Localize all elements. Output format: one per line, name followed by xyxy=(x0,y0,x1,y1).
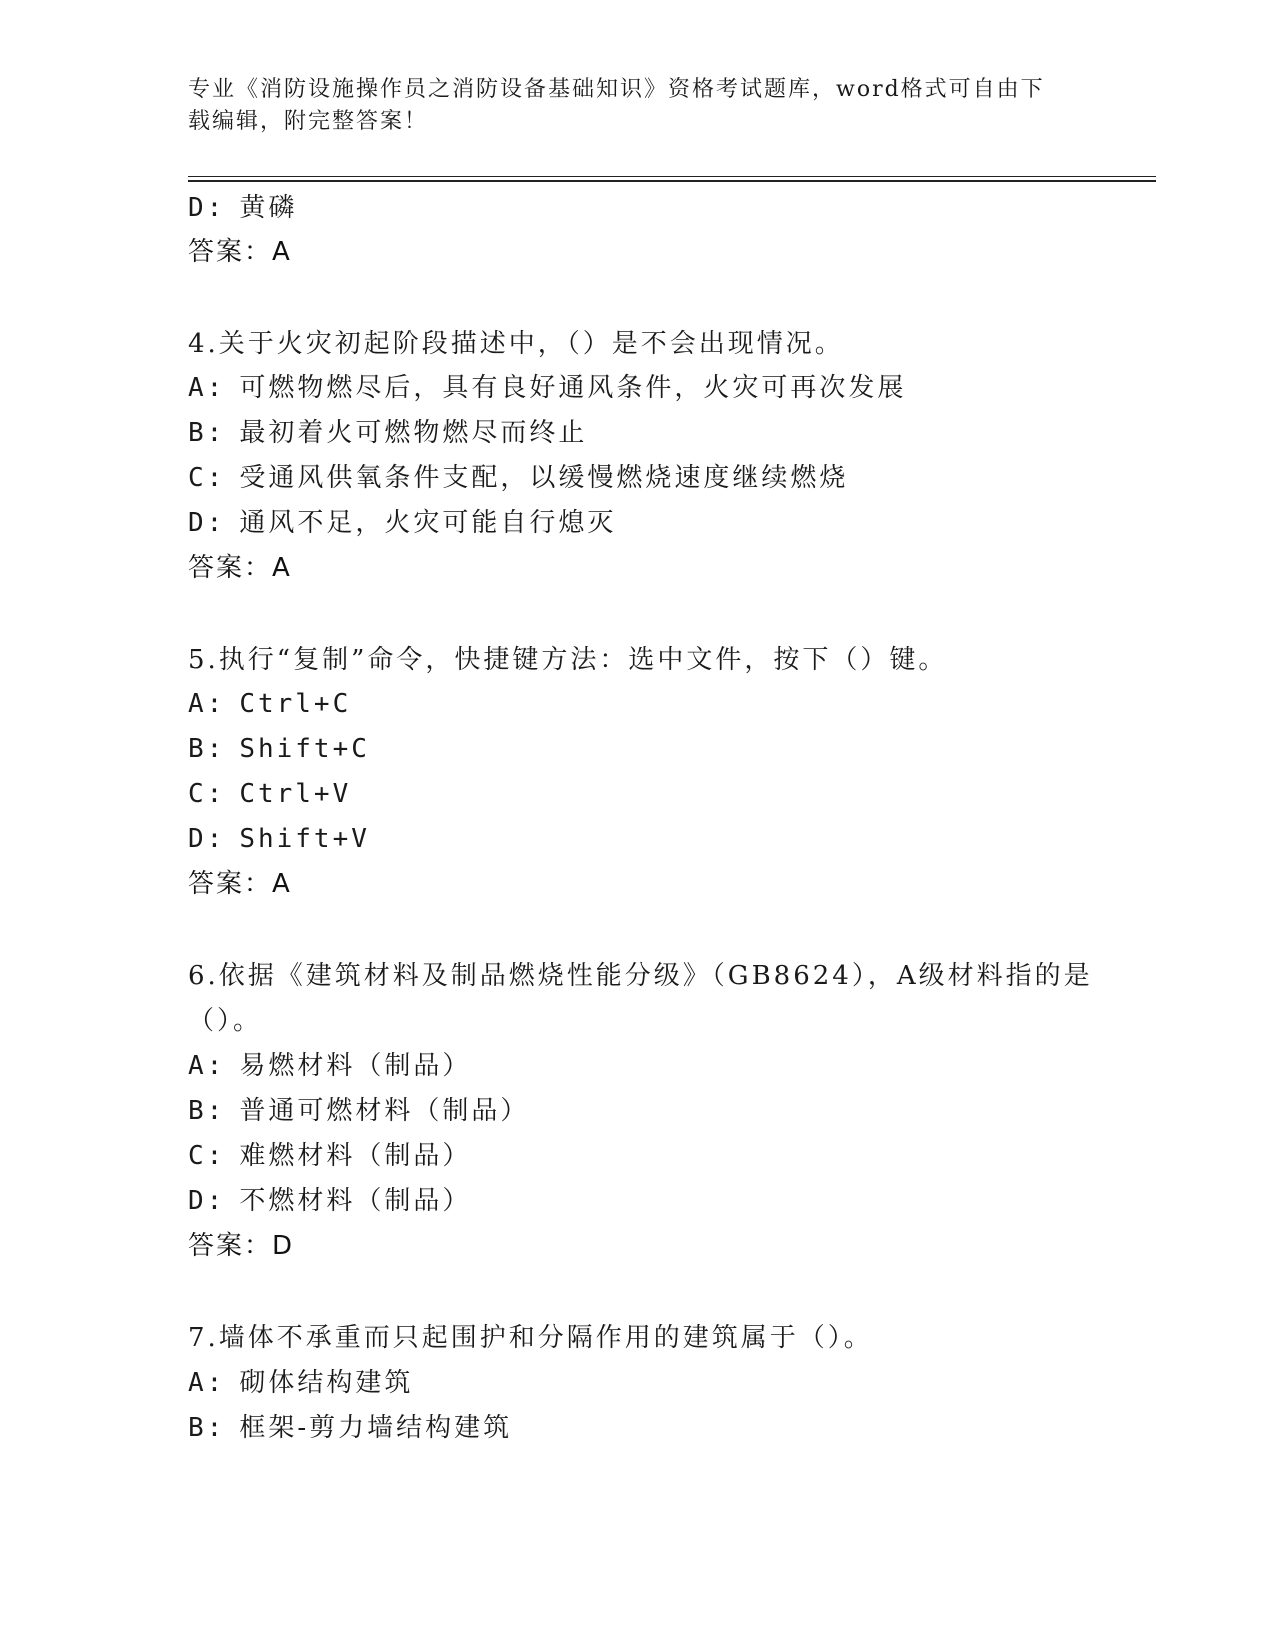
option-text: Shift+V xyxy=(239,824,370,854)
q4-option-d xyxy=(188,505,616,541)
q5-option-d xyxy=(188,821,370,857)
q5-option-b xyxy=(188,731,370,767)
option-key: A: xyxy=(188,373,226,403)
q6-question-line1: 6.依据《建筑材料及制品燃烧性能分级》（GB8624），A级材料指的是 xyxy=(188,961,1093,991)
q3-option-d xyxy=(188,190,297,226)
option-key: B: xyxy=(188,1413,226,1443)
option-key: A: xyxy=(188,1368,226,1398)
option-text: 可燃物燃尽后，具有良好通风条件，火灾可再次发展 xyxy=(239,373,907,403)
q4-option-b xyxy=(188,415,587,451)
q6-option-d xyxy=(188,1183,471,1219)
option-key: D: xyxy=(188,193,226,223)
q5-option-a xyxy=(188,686,351,722)
option-text: Shift+C xyxy=(239,734,370,764)
option-key: A: xyxy=(188,1051,226,1081)
q5-option-c xyxy=(188,776,351,812)
option-key: A: xyxy=(188,689,226,719)
option-key: D: xyxy=(188,508,226,538)
document-header: 专业《消防设施操作员之消防设备基础知识》资格考试题库，word格式可自由下载编辑，附完整答案！ xyxy=(188,77,1045,134)
q7-option-b xyxy=(188,1410,512,1446)
q4-option-a xyxy=(188,370,906,406)
option-text: 易燃材料（制品） xyxy=(239,1051,472,1081)
q6-option-b xyxy=(188,1093,529,1129)
option-text: 不燃材料（制品） xyxy=(239,1186,472,1216)
q6-question-line2: （）。 xyxy=(188,1006,263,1036)
header-divider-top xyxy=(188,176,1156,177)
option-text: Ctrl+V xyxy=(239,779,352,809)
q6-answer: 答案：D xyxy=(188,1231,295,1261)
q4-answer: 答案：A xyxy=(188,553,292,583)
q7-option-a xyxy=(188,1365,413,1401)
option-key: D: xyxy=(188,824,226,854)
option-text: 通风不足，火灾可能自行熄灭 xyxy=(239,508,617,538)
option-text: 普通可燃材料（制品） xyxy=(239,1096,530,1126)
option-key: C: xyxy=(188,1141,226,1171)
option-key: C: xyxy=(188,463,226,493)
option-key: B: xyxy=(188,734,226,764)
q5-answer: 答案：A xyxy=(188,869,292,899)
option-text: 最初着火可燃物燃尽而终止 xyxy=(239,418,588,448)
option-key: C: xyxy=(188,779,226,809)
option-text: 砌体结构建筑 xyxy=(239,1368,414,1398)
q5-question: 5.执行“复制”命令，快捷键方法：选中文件，按下（）键。 xyxy=(188,645,948,675)
option-key: B: xyxy=(188,1096,226,1126)
option-text: 框架-剪力墙结构建筑 xyxy=(239,1413,513,1443)
option-key: D: xyxy=(188,1186,226,1216)
q7-question: 7.墙体不承重而只起围护和分隔作用的建筑属于（）。 xyxy=(188,1323,873,1353)
option-text: Ctrl+C xyxy=(239,689,352,719)
option-text: 受通风供氧条件支配，以缓慢燃烧速度继续燃烧 xyxy=(239,463,849,493)
q4-option-c xyxy=(188,460,848,496)
q4-question: 4.关于火灾初起阶段描述中，（）是不会出现情况。 xyxy=(188,329,844,359)
header-divider-bottom xyxy=(188,180,1156,182)
option-text: 难燃材料（制品） xyxy=(239,1141,472,1171)
q3-answer: 答案：A xyxy=(188,237,292,267)
option-key: B: xyxy=(188,418,226,448)
option-text: 黄磷 xyxy=(239,193,298,223)
q6-option-c xyxy=(188,1138,471,1174)
q6-option-a xyxy=(188,1048,471,1084)
